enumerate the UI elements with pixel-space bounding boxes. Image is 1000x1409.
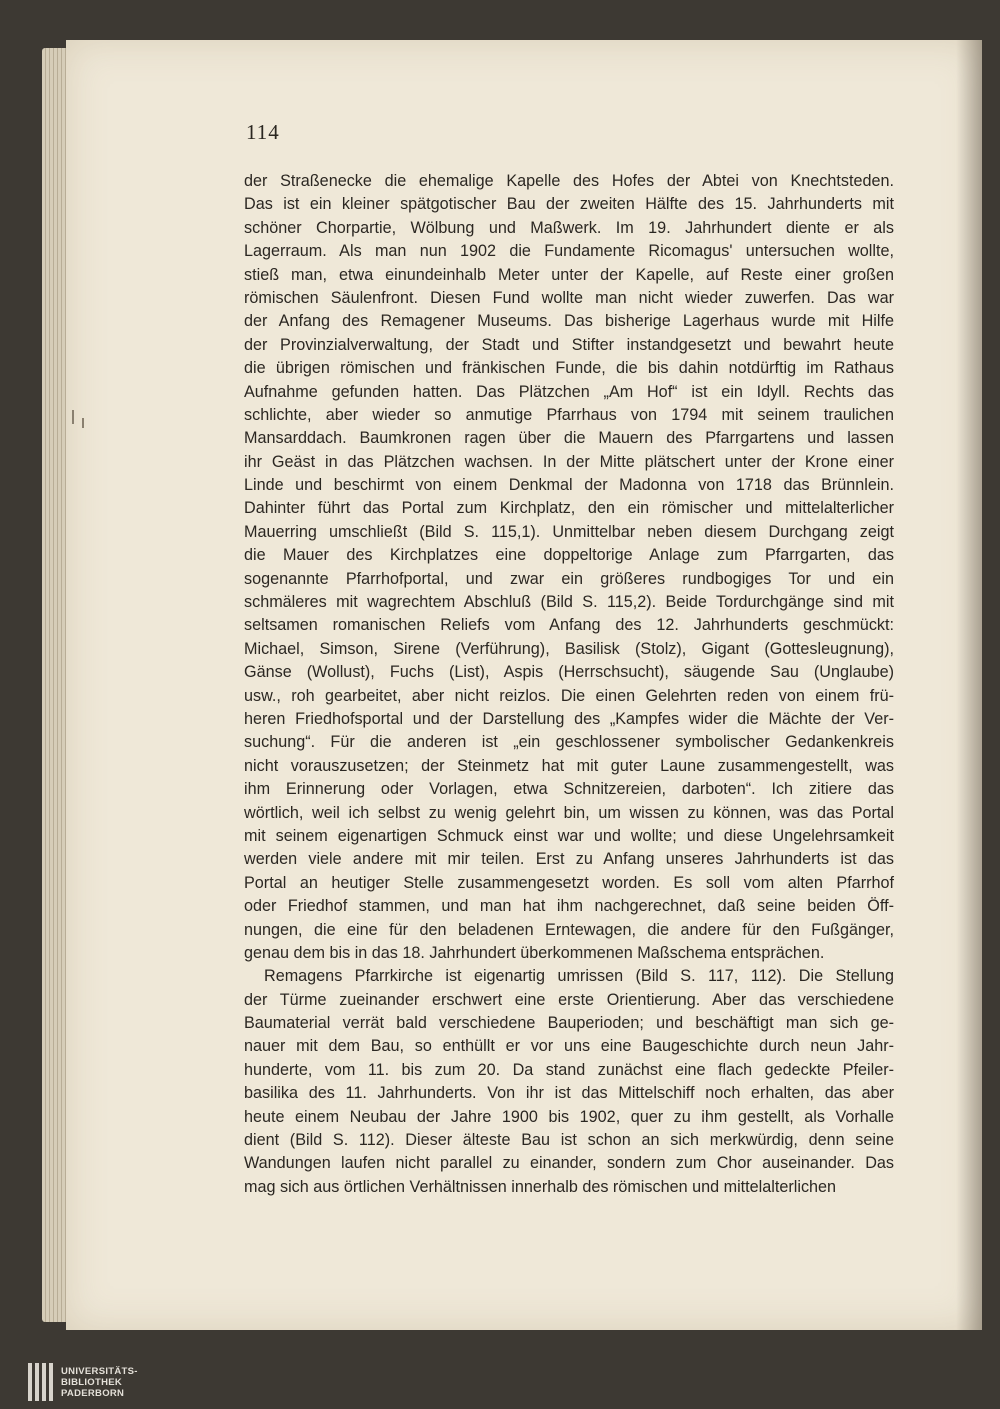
text-line: römischen Säulenfront. Diesen Fund wollte man nicht wieder zuwerfen. Das war — [244, 288, 894, 307]
text-line: der Provinzialverwaltung, der Stadt und Stifter instandgesetzt und bewahrt heute — [244, 335, 894, 354]
margin-mark — [72, 410, 74, 424]
text-line: Das ist ein kleiner spätgotischer Bau der zweiten Hälfte des 15. Jahrhunderts mit — [244, 195, 894, 214]
text-line: hunderte, vom 11. bis zum 20. Da stand zunächst eine flach gedeckte Pfeiler- — [244, 1060, 894, 1079]
logo-text — [61, 1366, 138, 1399]
text-line: Aufnahme gefunden hatten. Das Plätzchen „Am Hof“ ist ein Idyll. Rechts das — [244, 382, 894, 401]
text-line: suchung“. Für die anderen ist „ein geschlossener symbolischer Gedankenkreis — [244, 733, 894, 752]
text-line: ihm Erinnerung oder Vorlagen, etwa Schnitzereien, darboten“. Ich zitiere das — [244, 780, 894, 799]
text-line: schmäleres mit wagrechtem Abschluß (Bild S. 115,2). Beide Tordurchgänge sind mit — [244, 593, 894, 612]
text-line: stieß man, etwa einundeinhalb Meter unter der Kapelle, auf Reste einer großen — [244, 265, 894, 284]
gutter-shadow — [956, 40, 982, 1330]
text-line: mag sich aus örtlichen Verhältnissen innerhalb des römischen und mittelalterlichen — [244, 1177, 837, 1196]
text-line: genau dem bis in das 18. Jahrhundert überkommenen Maßschema entsprächen. — [244, 943, 825, 962]
text-line: dient (Bild S. 112). Dieser älteste Bau ist schon an sich merkwürdig, denn seine — [244, 1131, 894, 1150]
text-line: Remagens Pfarrkirche ist eigenartig umrissen (Bild S. 117, 112). Die Stellung — [264, 967, 894, 986]
text-line: der Straßenecke die ehemalige Kapelle des Hofes der Abtei von Knechtsteden. — [244, 172, 894, 190]
text-line: nauer mit dem Bau, so enthüllt er vor uns eine Baugeschichte durch neun Jahr- — [244, 1037, 894, 1056]
text-line: Mansarddach. Baumkronen ragen über die Mauern des Pfarrgartens und lassen — [244, 429, 894, 448]
text-line: basilika des 11. Jahrhunderts. Von ihr ist das Mittelschiff noch erhalten, das aber — [244, 1084, 894, 1103]
library-logo — [28, 1362, 138, 1402]
text-line: die Mauer des Kirchplatzes eine doppeltorige Anlage zum Pfarrgarten, das — [244, 546, 894, 565]
text-line: sogenannte Pfarrhofportal, und zwar ein größeres rundbogiges Tor und ein — [244, 569, 894, 588]
text-line: schöner Chorpartie, Wölbung und Maßwerk. Im 19. Jahrhundert diente er als — [244, 218, 894, 237]
text-line: ihr Geäst in das Plätzchen wachsen. In der Mitte plätschert unter der Krone einer — [244, 452, 894, 471]
text-line: Lagerraum. Als man nun 1902 die Fundamente Ricomagus' untersuchen wollte, — [244, 242, 894, 261]
text-line: Mauerring umschließt (Bild S. 115,1). Unmittelbar neben diesem Durchgang zeigt — [244, 522, 894, 541]
text-line: mit seinem eigenartigen Schmuck einst war und wollte; und diese Ungelehrsamkeit — [244, 826, 894, 845]
text-line: seltsamen romanischen Reliefs vom Anfang des 12. Jahrhunderts geschmückt: — [244, 616, 894, 635]
text-line: heren Friedhofsportal und der Darstellung des „Kampfes wider die Mächte der Ver- — [244, 709, 894, 728]
text-line: heute einem Neubau der Jahre 1900 bis 1902, quer zu ihm gestellt, als Vorhalle — [244, 1107, 894, 1126]
text-line: Baumaterial verrät bald verschiedene Bauperioden; und beschäftigt man sich ge- — [244, 1014, 894, 1033]
text-line: Gänse (Wollust), Fuchs (List), Aspis (Herrschsucht), säugende Sau (Unglaube) — [244, 663, 894, 682]
text-line: werden viele andere mit mir teilen. Erst zu Anfang unseres Jahrhunderts ist das — [244, 850, 894, 869]
logo-line-3: PADERBORN — [61, 1387, 125, 1399]
text-line: nicht vorauszusetzen; der Steinmetz hat mit guter Laune zusammengestellt, was — [244, 756, 894, 775]
text-line: nungen, die eine für den beladenen Erntewagen, die andere für den Fußgänger, — [244, 920, 894, 939]
margin-mark — [82, 418, 84, 428]
page-number: 114 — [246, 120, 280, 144]
text-line: oder Friedhof stammen, und man hat ihm nachgerechnet, daß seine beiden Öff- — [244, 897, 894, 916]
text-line: Linde und beschirmt von einem Denkmal der Madonna von 1718 das Brünnlein. — [244, 476, 894, 495]
text-line: der Türme zueinander erschwert eine erste Orientierung. Aber das verschiedene — [244, 990, 894, 1009]
text-line: schlichte, aber wieder so anmutige Pfarrhaus von 1794 mit seinem traulichen — [244, 405, 894, 424]
text-line: wörtlich, weil ich selbst zu wenig gelehrt bin, um wissen zu können, was das Portal — [244, 803, 894, 822]
text-line: usw., roh gearbeitet, aber nicht reizlos. Die einen Gelehrten reden von einem frü- — [244, 686, 894, 705]
text-line: Wandungen laufen nicht parallel zu einander, sondern zum Chor auseinander. Das — [244, 1154, 894, 1173]
logo-line-2: BIBLIOTHEK — [61, 1376, 123, 1388]
logo-line-1: UNIVERSITÄTS- — [61, 1365, 138, 1377]
text-line: Michael, Simson, Sirene (Verführung), Basilisk (Stolz), Gigant (Gottesleugnung), — [244, 639, 894, 658]
text-line: die übrigen römischen und fränkischen Funde, die bis dahin notdürftig im Rathaus — [244, 359, 894, 378]
text-line: der Anfang des Remagener Museums. Das bisherige Lagerhaus wurde mit Hilfe — [244, 312, 894, 331]
logo-mark-icon — [28, 1363, 53, 1401]
text-line: Portal an heutiger Stelle zusammengesetzt worden. Es soll vom alten Pfarrhof — [244, 873, 894, 892]
body-text — [244, 170, 894, 1199]
text-line: Dahinter führt das Portal zum Kirchplatz, den ein römischer und mittelalterlicher — [244, 499, 894, 518]
